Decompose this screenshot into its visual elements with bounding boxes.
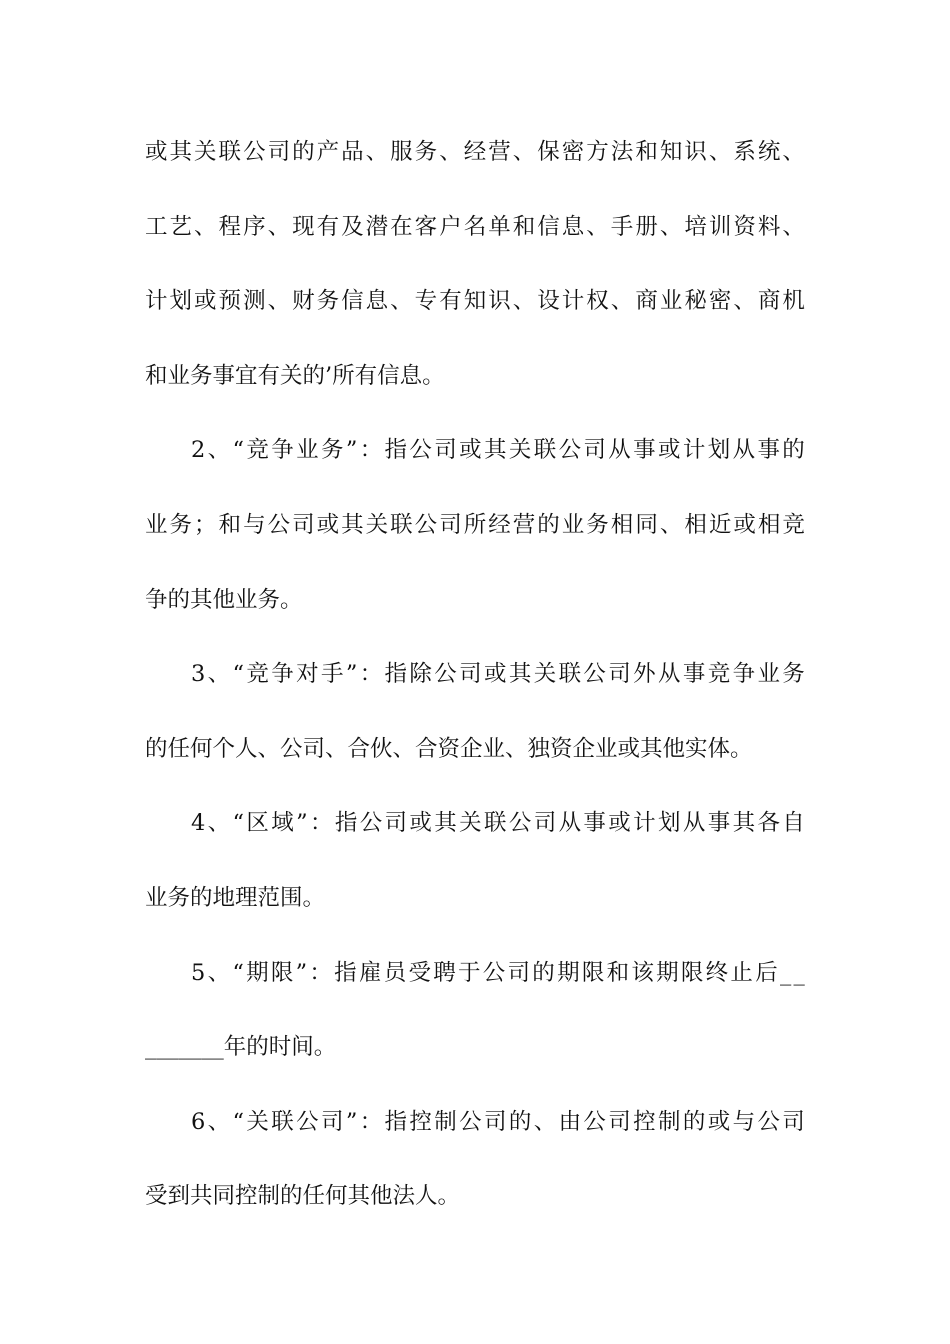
clause-2-line-1: 2 、 “ 竞 争 业 务 ” ： 指 公 司 或 其 关 联 公 司 从 事 或 计 划 从 事 的 [191,437,805,464]
clause-4-line-2: 业务的地理范围。 [145,884,326,911]
clause-5-line-2: _______年的时间。 [145,1034,337,1061]
clause-6-line-1: 6 、 “ 关 联 公 司 ” ： 指 控 制 公 司 的 、 由 公 司 控 制 的 或 与 公 司 [191,1108,805,1135]
text-line-1: 或 其 关 联 公 司 的 产 品 、 服 务 、 经 营 、 保 密 方 法 和 知 识 、 系 统 、 [145,139,805,165]
clause-5-line-1: 5 、 “ 期 限 ” ： 指 雇 员 受 聘 于 公 司 的 期 限 和 该 期 限 终 止 后 _ _ [191,959,805,986]
clause-3-line-2: 的任何个人、公司、合伙、合资企业、独资企业或其他实体。 [145,735,753,762]
clause-2-line-3: 争的其他业务。 [145,586,303,613]
text-line-2: 工 艺 、 程 序 、 现 有 及 潜 在 客 户 名 单 和 信 息 、 手 册 、 培 训 资 料 、 [145,213,805,240]
clause-3-line-1: 3 、 “ 竞 争 对 手 ” ： 指 除 公 司 或 其 关 联 公 司 外 从 事 竞 争 业 务 [191,661,805,688]
document-body [145,122,805,1241]
clause-6-line-2: 受到共同控制的任何其他法人。 [145,1183,461,1210]
text-line-3: 计 划 或 预 测 、 财 务 信 息 、 专 有 知 识 、 设 计 权 、 商 业 秘 密 、 商 机 [145,288,805,315]
text-line-4: 和业务事宜有关的’所有信息。 [145,362,445,389]
clause-4-line-1: 4 、 “ 区 域 ” ： 指 公 司 或 其 关 联 公 司 从 事 或 计 划 从 事 其 各 自 [191,810,805,837]
clause-2-line-2: 业 务 ； 和 与 公 司 或 其 关 联 公 司 所 经 营 的 业 务 相 同 、 相 近 或 相 竞 [145,511,805,538]
